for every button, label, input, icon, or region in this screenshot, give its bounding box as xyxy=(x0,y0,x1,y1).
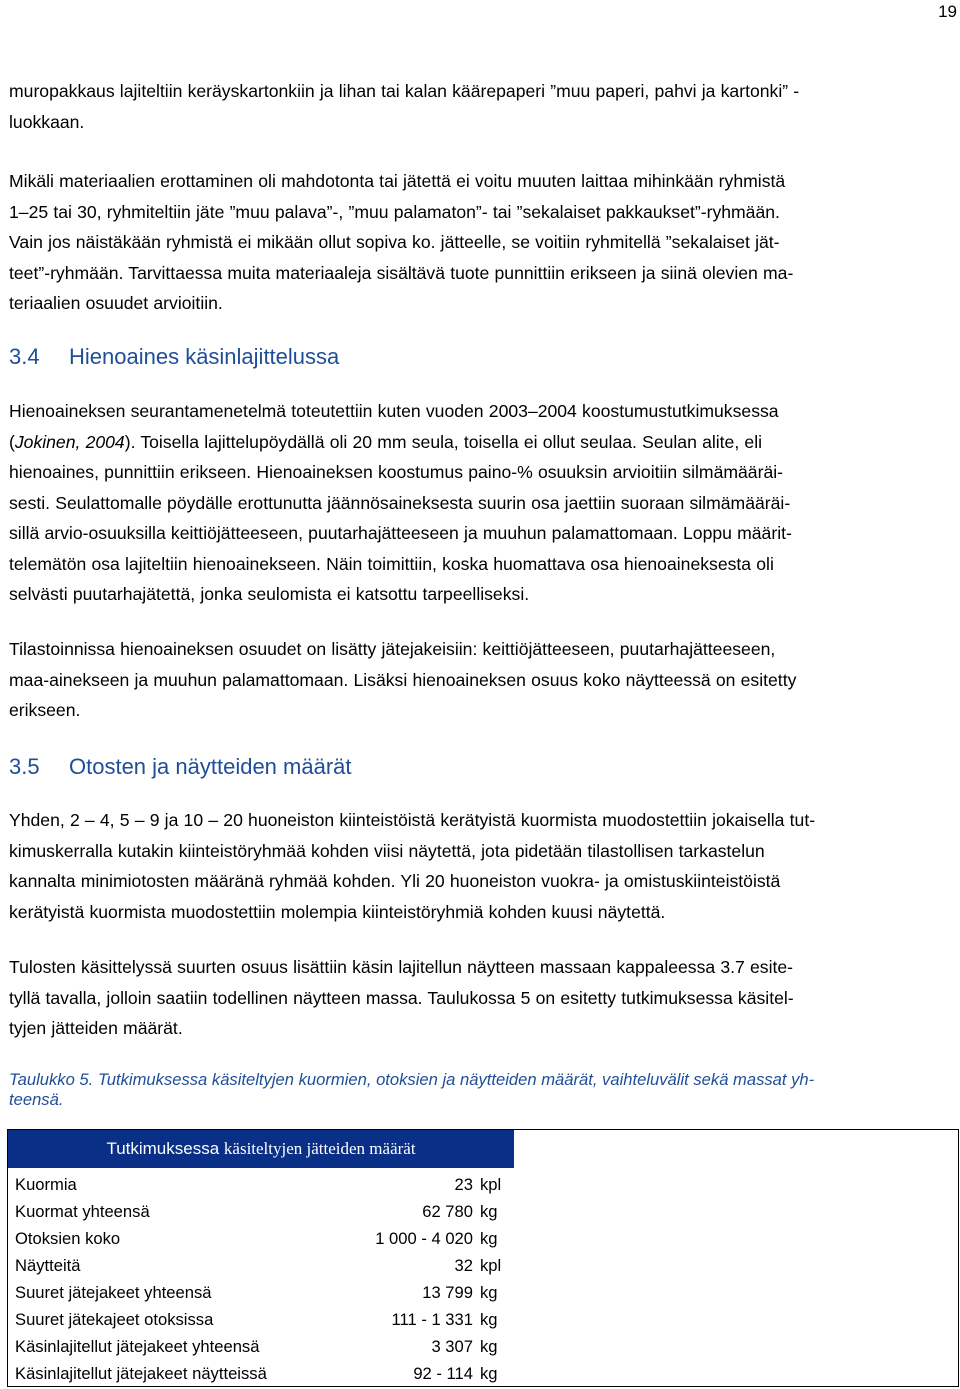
materials-paragraph xyxy=(9,166,951,319)
samples-paragraph-2 xyxy=(9,952,951,1044)
text-line: erikseen. xyxy=(9,700,81,720)
table-row xyxy=(15,1171,535,1198)
table-row xyxy=(15,1198,535,1225)
section-number: 3.5 xyxy=(9,754,40,779)
row-unit: kg xyxy=(480,1202,498,1221)
section-title: Otosten ja näytteiden määrät xyxy=(69,754,352,779)
page-number: 19 xyxy=(938,2,957,21)
text-line: Hienoaineksen seurantamenetelmä toteutettiin kuten vuoden 2003–2004 koostumustutkimuksessa xyxy=(9,401,779,421)
text-line: sesti. Seulattomalle pöydälle erottunutta jäännösaineksesta suurin osa jaettiin suoraan silmämääräi- xyxy=(9,492,791,513)
text-line: Tulosten käsittelyssä suurten osuus lisättiin käsin lajitellun näytteen massaan kappaleessa 3.7 esite- xyxy=(9,957,794,977)
row-unit: kg xyxy=(480,1283,498,1302)
summary-table xyxy=(7,1129,959,1387)
section-number: 3.4 xyxy=(9,344,40,369)
table-header xyxy=(8,1130,514,1168)
text-line: kerätyistä kuormista muodostettiin molempia kiinteistöryhmiä kohden kuusi näytettä. xyxy=(9,901,666,922)
row-value: 3 307 xyxy=(431,1337,473,1356)
table-row xyxy=(15,1360,535,1387)
intro-paragraph xyxy=(9,76,951,137)
text-line: tyjen jätteiden määrät. xyxy=(9,1018,183,1038)
table-row xyxy=(15,1333,535,1360)
text-line: teet”-ryhmään. Tarvittaessa muita materiaaleja sisältävä tuote punnittiin erikseen ja siinä olevien ma- xyxy=(9,262,794,283)
text-line: Yhden, 2 – 4, 5 – 9 ja 10 – 20 huoneiston kiinteistöistä kerätyistä kuormista muodostettiin jokaisella tut- xyxy=(9,810,816,830)
text-line: teriaalien osuudet arvioitiin. xyxy=(9,293,223,313)
text-line: maa-ainekseen ja muuhun palamattomaan. Lisäksi hienoaineksen osuus koko näytteessä on esitetty xyxy=(9,669,797,690)
row-label: Käsinlajitellut jätejakeet näytteissä xyxy=(15,1364,267,1383)
text-line: 1–25 tai 30, ryhmiteltiin jäte ”muu palava”-, ”muu palamaton”- tai ”sekalaiset pakkaukset”-ryhmään. xyxy=(9,201,780,222)
section-heading-3-4 xyxy=(9,344,339,370)
text-line: hienoaines, punnittiin erikseen. Hienoaineksen koostumus paino-% osuuksin arvioitiin silmämääräi- xyxy=(9,462,783,482)
text-line: telemätön osa lajiteltiin hienoainekseen. Näin toimittiin, koska huomattava osa hienoaineksesta oli xyxy=(9,553,774,574)
table-row xyxy=(15,1225,535,1252)
text-line: Tilastoinnissa hienoaineksen osuudet on lisätty jätejakeisiin: keittiöjätteeseen, puutarhajätteeseen, xyxy=(9,639,776,659)
text-line: sillä arvio-osuuksilla keittiöjätteeseen, puutarhajätteeseen ja muuhun palamattomaan. Loppu määrit- xyxy=(9,523,792,543)
text-line: kannalta minimiotosten määränä ryhmää kohden. Yli 20 huoneiston vuokra- ja omistuskiinteistöistä xyxy=(9,871,781,891)
row-unit: kg xyxy=(480,1337,498,1356)
row-value: 92 - 114 xyxy=(413,1364,473,1383)
section-title: Hienoaines käsinlajittelussa xyxy=(69,344,340,369)
caption-line: Taulukko 5. Tutkimuksessa käsiteltyjen kuormien, otoksien ja näytteiden määrät, vaihteluvälit sekä massat yh- xyxy=(9,1070,815,1089)
row-value: 23 xyxy=(454,1175,473,1194)
table-row xyxy=(15,1252,535,1279)
fines-paragraph-1 xyxy=(9,396,951,610)
text-line: muropakkaus lajiteltiin keräyskartonkiin ja lihan tai kalan käärepaperi ”muu paperi, pahvi ja kartonki” - xyxy=(9,81,800,101)
row-label: Kuormia xyxy=(15,1175,77,1194)
table-header-part1: Tutkimuksessa xyxy=(106,1139,220,1158)
row-unit: kg xyxy=(480,1364,498,1383)
text-line: tyllä tavalla, jolloin saatiin todellinen näytteen massa. Taulukossa 5 on esitetty tutkimuksessa käsitel- xyxy=(9,987,794,1008)
text-line: Mikäli materiaalien erottaminen oli mahdotonta tai jätettä ei voitu muuten laittaa mihinkään ryhmistä xyxy=(9,171,786,191)
row-value: 1 000 - 4 020 xyxy=(375,1229,473,1248)
table-caption xyxy=(9,1070,949,1110)
text-line: Vain jos näistäkään ryhmistä ei mikään ollut sopiva ko. jätteelle, se voitiin ryhmitellä ”sekalaiset jät- xyxy=(9,232,780,252)
row-unit: kpl xyxy=(480,1256,502,1275)
row-unit: kpl xyxy=(480,1175,502,1194)
row-label: Suuret jätekajeet otoksissa xyxy=(15,1310,214,1329)
table-row xyxy=(15,1279,535,1306)
text-line: selvästi puutarhajätettä, jonka seulomista ei katsottu tarpeelliseksi. xyxy=(9,584,530,604)
table-body xyxy=(15,1171,535,1387)
row-value: 111 - 1 331 xyxy=(391,1310,473,1329)
text-line: (Jokinen, 2004). Toisella lajittelupöydällä oli 20 mm seula, toisella ei ollut seulaa. Seulan alite, eli xyxy=(9,431,763,452)
row-label: Suuret jätejakeet yhteensä xyxy=(15,1283,212,1302)
fines-paragraph-2 xyxy=(9,634,951,726)
row-label: Näytteitä xyxy=(15,1256,81,1275)
section-heading-3-5 xyxy=(9,754,352,780)
row-label: Käsinlajitellut jätejakeet yhteensä xyxy=(15,1337,260,1356)
row-value: 62 780 xyxy=(422,1202,473,1221)
row-unit: kg xyxy=(480,1229,498,1248)
text-line: kimuskerralla kutakin kiinteistöryhmää kohden viisi näytettä, jota pidetään tilastollisen tarkastelun xyxy=(9,840,765,861)
row-value: 32 xyxy=(454,1256,473,1275)
row-label: Otoksien koko xyxy=(15,1229,121,1248)
table-row xyxy=(15,1306,535,1333)
text-line: luokkaan. xyxy=(9,111,85,132)
samples-paragraph-1 xyxy=(9,805,951,927)
row-value: 13 799 xyxy=(422,1283,473,1302)
row-unit: kg xyxy=(480,1310,498,1329)
row-label: Kuormat yhteensä xyxy=(15,1202,150,1221)
caption-line: teensä. xyxy=(9,1090,64,1109)
table-header-part2: käsiteltyjen jätteiden määrät xyxy=(223,1139,416,1158)
